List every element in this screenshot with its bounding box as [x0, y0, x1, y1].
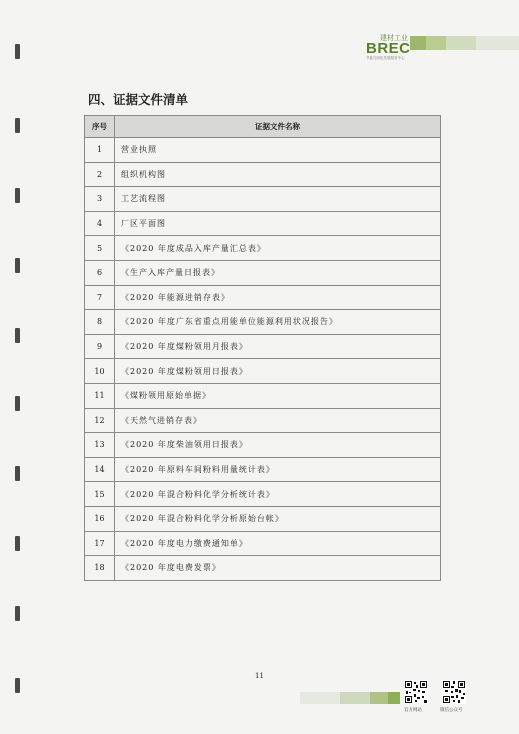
column-header-number: 序号: [85, 116, 115, 138]
row-number: 11: [85, 383, 115, 408]
row-number: 8: [85, 310, 115, 335]
row-number: 6: [85, 260, 115, 285]
binder-hole-mark: [15, 258, 20, 273]
row-number: 3: [85, 187, 115, 212]
row-number: 12: [85, 408, 115, 433]
row-document-name: 《2020 年度柴油领用日报表》: [115, 433, 441, 458]
footer-decoration: [300, 692, 400, 704]
table-row: [85, 187, 441, 212]
row-document-name: 《2020 年能源进销存表》: [115, 285, 441, 310]
table-row: [85, 334, 441, 359]
row-document-name: 厂区平面图: [115, 211, 441, 236]
qr-code-icon: [442, 680, 466, 704]
binder-hole-mark: [15, 396, 20, 411]
binder-hole-mark: [15, 188, 20, 203]
table-header-row: [85, 116, 441, 138]
row-number: 13: [85, 433, 115, 458]
table-row: [85, 211, 441, 236]
row-document-name: 营业执照: [115, 138, 441, 163]
row-document-name: 《2020 年原料车间粉料用量统计表》: [115, 457, 441, 482]
row-number: 5: [85, 236, 115, 261]
row-document-name: 《2020 年度广东省重点用能单位能源利用状况报告》: [115, 310, 441, 335]
row-number: 16: [85, 506, 115, 531]
table-row: [85, 457, 441, 482]
row-document-name: 《煤粉领用原始单据》: [115, 383, 441, 408]
row-number: 4: [85, 211, 115, 236]
binder-hole-mark: [15, 118, 20, 133]
table-body: [85, 138, 441, 581]
table-row: [85, 260, 441, 285]
binder-hole-mark: [15, 328, 20, 343]
table-row: [85, 138, 441, 163]
column-header-name: 证据文件名称: [115, 116, 441, 138]
row-number: 2: [85, 162, 115, 187]
brec-logo: [366, 34, 426, 60]
row-document-name: 组织机构图: [115, 162, 441, 187]
table-row: [85, 310, 441, 335]
table-row: [85, 482, 441, 507]
row-number: 18: [85, 556, 115, 581]
page-number: 11: [255, 672, 264, 680]
qr-label-wechat: 微信公众号: [440, 708, 463, 713]
row-document-name: 《2020 年度电力缴费通知单》: [115, 531, 441, 556]
row-document-name: 工艺流程图: [115, 187, 441, 212]
table-row: [85, 162, 441, 187]
evidence-table: [84, 115, 441, 581]
row-number: 17: [85, 531, 115, 556]
table-row: [85, 236, 441, 261]
row-number: 7: [85, 285, 115, 310]
logo-top-text: 建材工业: [380, 34, 408, 42]
table-row: [85, 433, 441, 458]
binder-hole-mark: [15, 678, 20, 693]
row-document-name: 《2020 年度电费发票》: [115, 556, 441, 581]
table-row: [85, 359, 441, 384]
qr-label-website: 官方网站: [404, 708, 422, 713]
row-document-name: 《2020 年度煤粉领用日报表》: [115, 359, 441, 384]
row-document-name: 《天然气进销存表》: [115, 408, 441, 433]
row-number: 1: [85, 138, 115, 163]
section-heading: 四、证据文件清单: [88, 92, 189, 107]
qr-code-icon: [404, 680, 428, 704]
row-document-name: 《2020 年混合粉料化学分析统计表》: [115, 482, 441, 507]
table-row: [85, 408, 441, 433]
row-number: 9: [85, 334, 115, 359]
table-row: [85, 531, 441, 556]
table-row: [85, 556, 441, 581]
row-document-name: 《2020 年混合粉料化学分析原始台帐》: [115, 506, 441, 531]
row-number: 10: [85, 359, 115, 384]
binder-hole-mark: [15, 466, 20, 481]
table-row: [85, 506, 441, 531]
table-row: [85, 285, 441, 310]
logo-sub-text: 节能与绿色发展服务中心: [366, 56, 405, 60]
binder-hole-mark: [15, 606, 20, 621]
binder-hole-mark: [15, 44, 20, 59]
logo-main-text: BREC: [366, 40, 411, 57]
row-document-name: 《生产入库产量日报表》: [115, 260, 441, 285]
table-row: [85, 383, 441, 408]
header-decoration: [410, 36, 519, 50]
row-document-name: 《2020 年度煤粉领用月报表》: [115, 334, 441, 359]
row-document-name: 《2020 年度成品入库产量汇总表》: [115, 236, 441, 261]
row-number: 14: [85, 457, 115, 482]
binder-hole-mark: [15, 536, 20, 551]
row-number: 15: [85, 482, 115, 507]
